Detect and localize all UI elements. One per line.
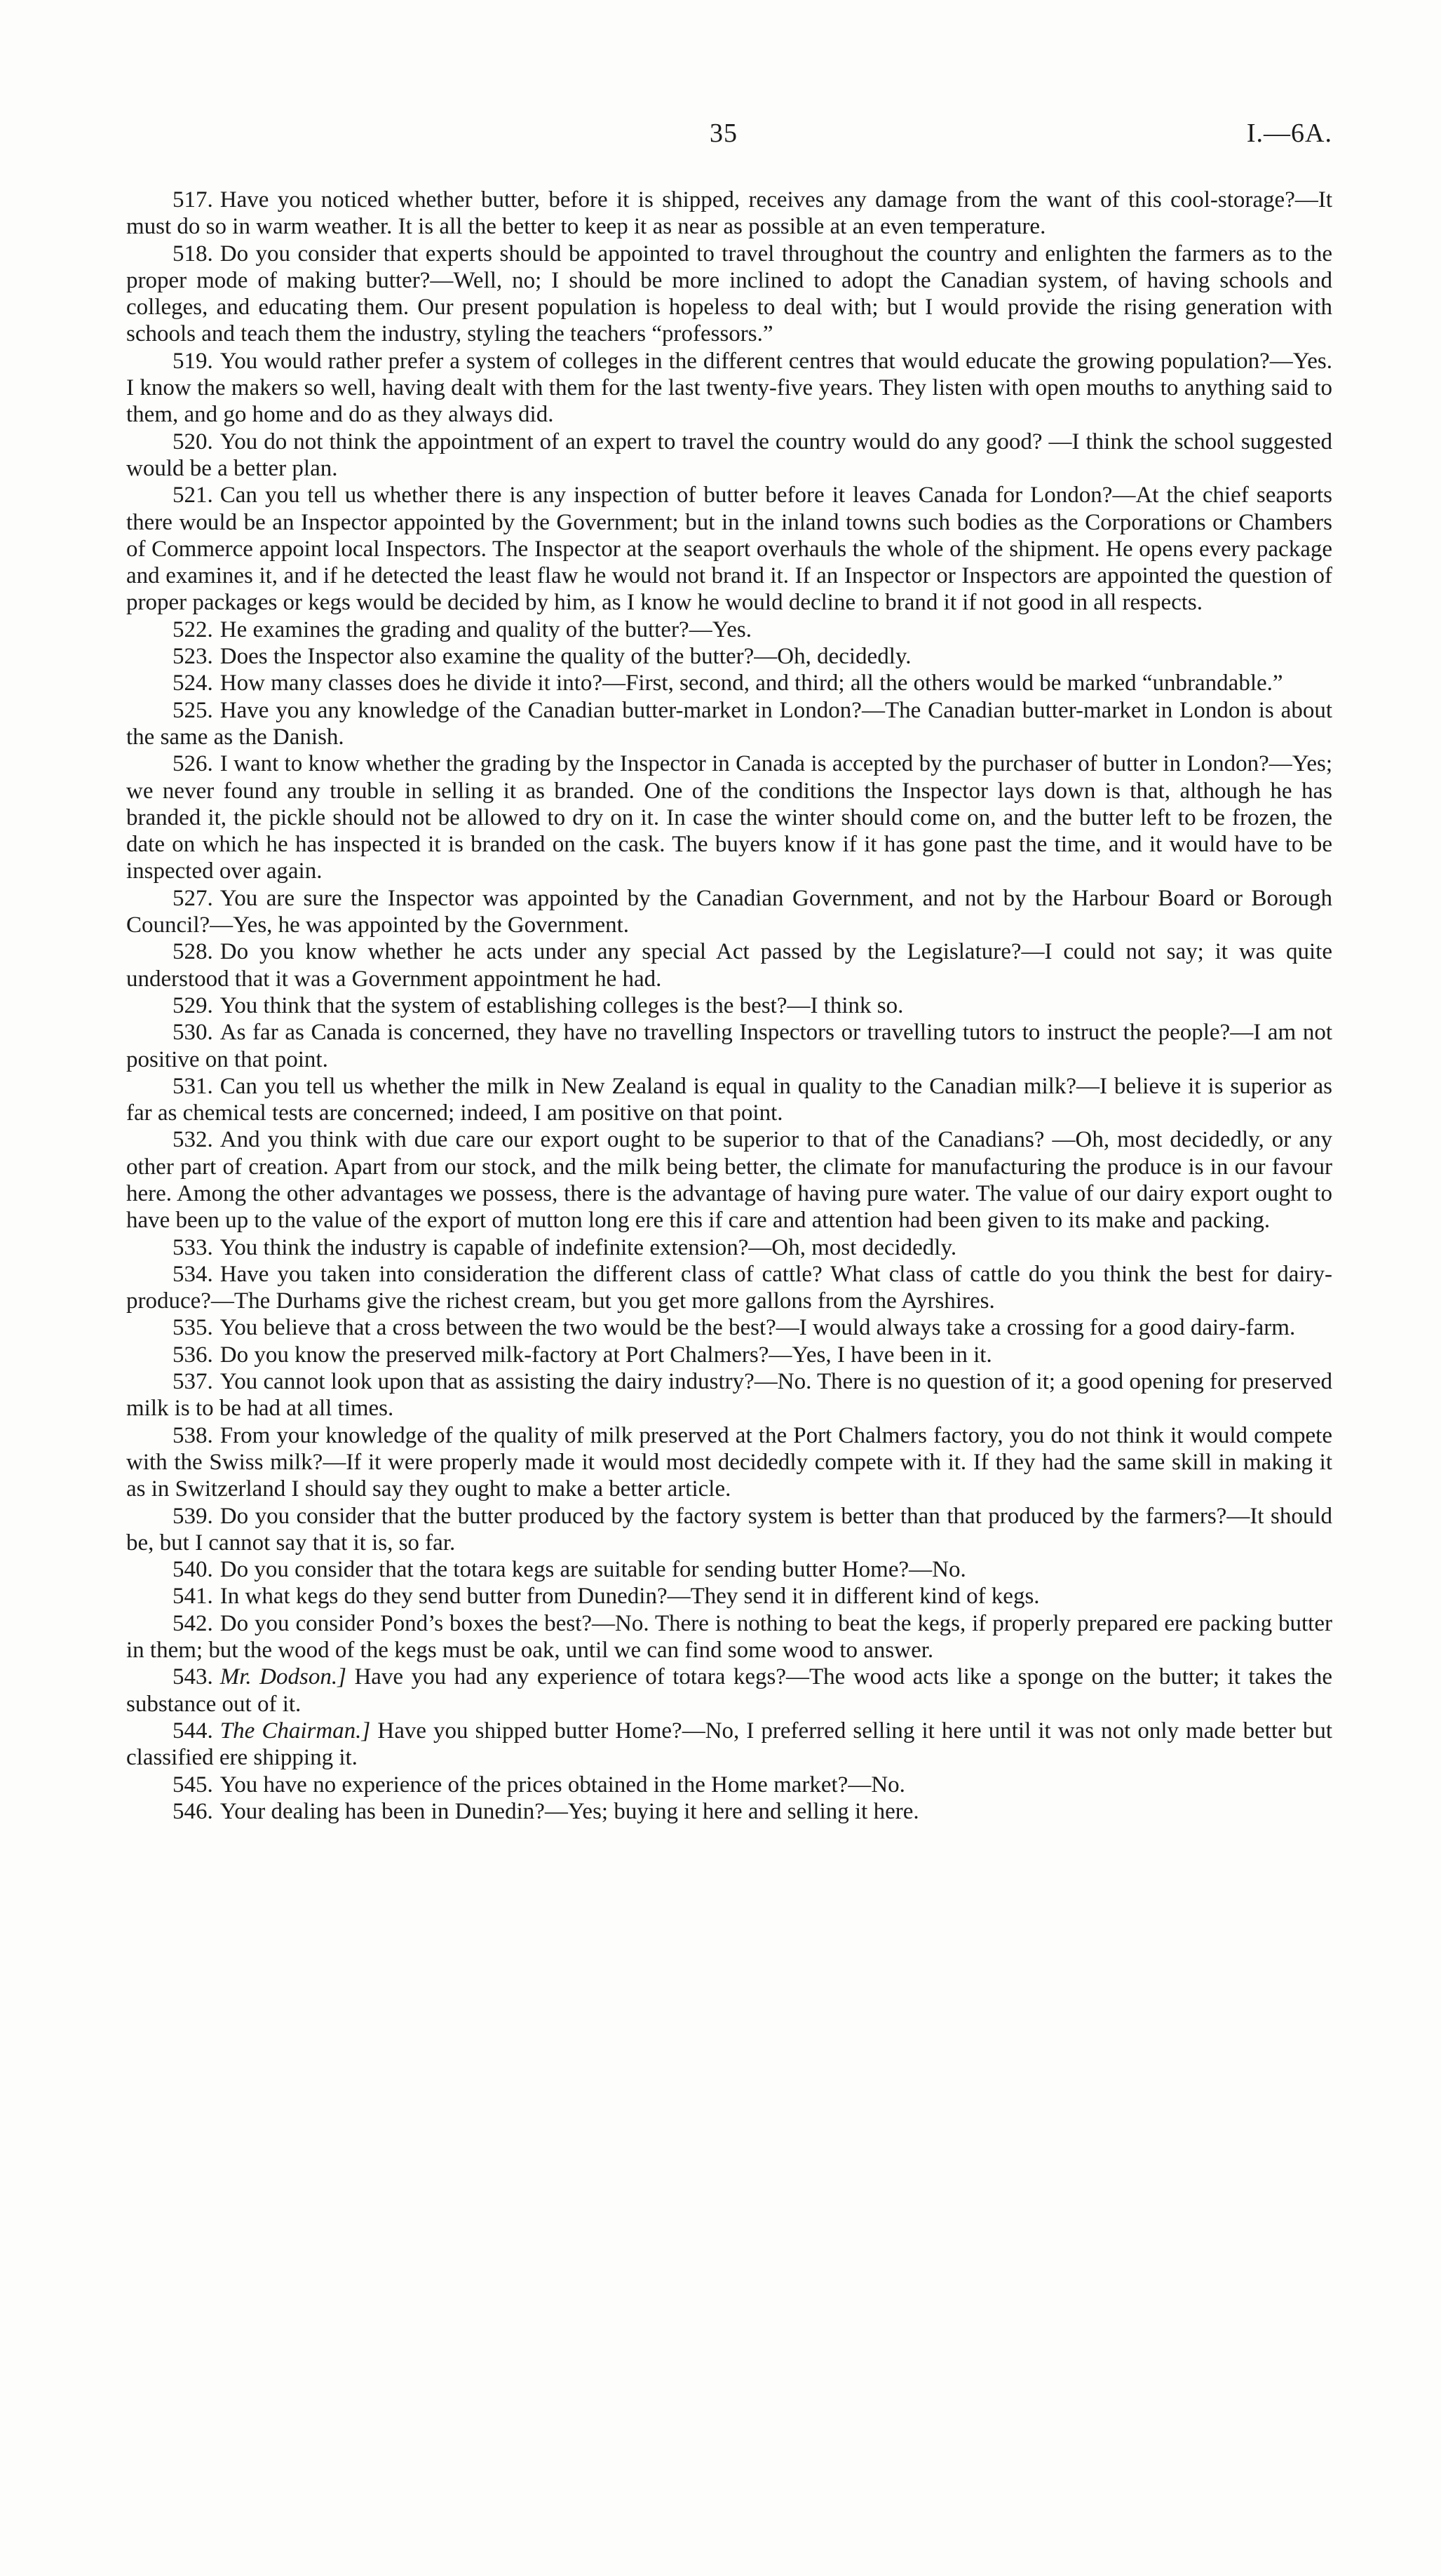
paragraph-541 xyxy=(126,1583,1332,1610)
question-number: 519. xyxy=(172,348,213,374)
paragraph-530 xyxy=(126,1019,1332,1073)
paragraph-text: As far as Canada is concerned, they have no travelling Inspectors or travelling tutors to instruct the people?—I am not positive on that point. xyxy=(126,1020,1332,1072)
question-number: 535. xyxy=(172,1315,213,1341)
question-number: 526. xyxy=(172,751,213,777)
paragraph-536 xyxy=(126,1342,1332,1368)
paragraph-525 xyxy=(126,697,1332,751)
paragraph-521 xyxy=(126,482,1332,616)
question-number: 527. xyxy=(172,885,213,911)
paragraph-540 xyxy=(126,1556,1332,1583)
paragraph-533 xyxy=(126,1234,1332,1261)
question-number: 545. xyxy=(172,1772,213,1798)
paragraph-539 xyxy=(126,1503,1332,1557)
paragraph-531 xyxy=(126,1073,1332,1127)
paragraph-text: Do you know the preserved milk-factory at Port Chalmers?—Yes, I have been in it. xyxy=(219,1342,992,1368)
paragraph-text: Have you noticed whether butter, before it is shipped, receives any damage from the want of this cool-storage?—It must do so in warm weather. It is all the better to keep it as near as possible at an even temperature. xyxy=(126,187,1332,240)
paragraph-text: You cannot look upon that as assisting the dairy industry?—No. There is no question of it; a good opening for preserved milk is to be had at all times. xyxy=(126,1369,1332,1422)
paragraph-text: Do you consider Pond’s boxes the best?—No. There is nothing to beat the kegs, if properly prepared ere packing butter in them; but the wood of the kegs must be oak, until we can find some wood to answer. xyxy=(126,1610,1332,1664)
question-number: 542. xyxy=(172,1610,213,1636)
paragraph-529 xyxy=(126,992,1332,1019)
paragraph-text: Have you shipped butter Home?—No, I preferred selling it here until it was not only made better but classified ere shipping it. xyxy=(126,1718,1333,1771)
question-number: 536. xyxy=(172,1342,213,1368)
paragraph-526 xyxy=(126,750,1332,884)
paragraph-534 xyxy=(126,1261,1332,1315)
paragraph-text: Your dealing has been in Dunedin?—Yes; buying it here and selling it here. xyxy=(219,1798,919,1824)
page-number: 35 xyxy=(710,119,738,148)
paragraph-text: You do not think the appointment of an expert to travel the country would do any good? —I think the school suggested would be a better plan. xyxy=(126,429,1332,481)
question-number: 530. xyxy=(172,1020,213,1046)
speaker-name: Mr. Dodson.] xyxy=(219,1664,346,1690)
page-header xyxy=(126,118,1332,160)
paragraph-518 xyxy=(126,241,1332,348)
question-number: 524. xyxy=(172,670,213,696)
question-number: 525. xyxy=(172,697,213,723)
paragraph-text: Have you any knowledge of the Canadian butter-market in London?—The Canadian butter-market in London is about the same as the Danish. xyxy=(126,697,1332,750)
paragraph-text: Does the Inspector also examine the quality of the butter?—Oh, decidedly. xyxy=(219,644,912,670)
paragraph-text: You are sure the Inspector was appointed by the Canadian Government, and not by the Harbour Board or Borough Council?—Yes, he was appointed by the Government. xyxy=(126,885,1332,938)
paragraph-543 xyxy=(126,1664,1332,1718)
question-number: 537. xyxy=(172,1369,213,1395)
question-number: 520. xyxy=(172,429,213,454)
paragraph-542 xyxy=(126,1610,1332,1664)
paragraph-text: You think the industry is capable of indefinite extension?—Oh, most decidedly. xyxy=(219,1234,957,1260)
paragraph-text: You believe that a cross between the two would be the best?—I would always take a crossing for a good dairy-farm. xyxy=(219,1315,1296,1341)
paragraph-520 xyxy=(126,429,1332,483)
paragraph-text: He examines the grading and quality of the butter?—Yes. xyxy=(219,616,752,642)
question-number: 528. xyxy=(172,939,213,965)
question-number: 544. xyxy=(172,1718,213,1744)
question-number: 541. xyxy=(172,1584,213,1610)
paragraph-527 xyxy=(126,885,1332,939)
paragraph-546 xyxy=(126,1798,1332,1825)
question-number: 532. xyxy=(172,1127,213,1153)
paragraph-text: Can you tell us whether there is any inspection of butter before it leaves Canada for London?—At the chief seaports there would be an Inspector appointed by the Government; but in the inland towns such bodies as the Corporations or Chambers of Commerce appoint local Inspectors. The Inspector at the seaport overhauls the whole of the shipment. He opens every package and examines it, and if he detected the least flaw he would not brand it. If an Inspector or Inspectors are appointed the question of proper packages or kegs would be decided by him, as I know he would decline to brand it if not good in all respects. xyxy=(126,483,1332,616)
question-number: 523. xyxy=(172,644,213,670)
paragraph-text: Do you consider that the totara kegs are suitable for sending butter Home?—No. xyxy=(219,1557,966,1583)
paragraph-538 xyxy=(126,1422,1332,1503)
paragraph-523 xyxy=(126,643,1332,670)
question-number: 538. xyxy=(172,1422,213,1448)
question-number: 522. xyxy=(172,616,213,642)
question-number: 539. xyxy=(172,1503,213,1529)
paragraph-535 xyxy=(126,1314,1332,1341)
paragraph-537 xyxy=(126,1368,1332,1422)
paragraph-text: How many classes does he divide it into?—First, second, and third; all the others would be marked “unbrandable.” xyxy=(219,670,1283,696)
paragraph-text: You would rather prefer a system of colleges in the different centres that would educate the growing population?—Yes. I know the makers so well, having dealt with them for the last twenty-five years. They listen with open mouths to anything said to them, and go home and do as they always did. xyxy=(126,348,1332,428)
paragraph-text: Have you had any experience of totara kegs?—The wood acts like a sponge on the butter; it takes the substance out of it. xyxy=(126,1664,1332,1717)
paragraph-text: Have you taken into consideration the different class of cattle? What class of cattle do you think the best for dairy-produce?—The Durhams give the richest cream, but you get more gallons from the Ayrshires. xyxy=(126,1261,1332,1314)
paragraph-text: From your knowledge of the quality of milk preserved at the Port Chalmers factory, you do not think it would compete with the Swiss milk?—If it were properly made it would most decidedly compete with it. If they had the same skill in making it as in Switzerland I should say they ought to make a better article. xyxy=(126,1422,1332,1502)
paragraph-text: Do you consider that the butter produced by the factory system is better than that produced by the farmers?—It should be, but I cannot say that it is, so far. xyxy=(126,1503,1332,1556)
paragraph-text: You have no experience of the prices obtained in the Home market?—No. xyxy=(219,1772,905,1798)
paragraph-517 xyxy=(126,187,1332,241)
paragraph-532 xyxy=(126,1126,1332,1234)
question-number: 521. xyxy=(172,483,213,508)
paragraph-519 xyxy=(126,348,1332,429)
question-number: 529. xyxy=(172,992,213,1018)
question-number: 546. xyxy=(172,1798,213,1824)
question-number: 518. xyxy=(172,241,213,267)
paragraph-text: You think that the system of establishing colleges is the best?—I think so. xyxy=(219,992,904,1018)
paragraph-text: Can you tell us whether the milk in New Zealand is equal in quality to the Canadian milk?—I believe it is superior as far as chemical tests are concerned; indeed, I am positive on that point. xyxy=(126,1073,1332,1126)
paragraph-524 xyxy=(126,670,1332,696)
question-number: 543. xyxy=(172,1664,213,1690)
paragraph-text: I want to know whether the grading by the Inspector in Canada is accepted by the purchaser of butter in London?—Yes; we never found any trouble in selling it as branded. One of the conditions the Inspector lays down is that, although he has branded it, the pickle should not be allowed to dry on it. In case the winter should come on, and the butter left to be frozen, the date on which he has inspected it is branded on the cask. The buyers know if it has gone past the time, and it would have to be inspected over again. xyxy=(126,751,1332,884)
page-reference: I.—6A. xyxy=(1246,119,1332,148)
question-number: 533. xyxy=(172,1234,213,1260)
paragraph-544 xyxy=(126,1718,1332,1772)
question-number: 540. xyxy=(172,1557,213,1583)
question-number: 534. xyxy=(172,1261,213,1287)
speaker-name: The Chairman.] xyxy=(219,1718,371,1744)
paragraph-545 xyxy=(126,1772,1332,1798)
paragraph-text: Do you know whether he acts under any special Act passed by the Legislature?—I could not say; it was quite understood that it was a Government appointment he had. xyxy=(126,939,1332,992)
paragraph-522 xyxy=(126,616,1332,643)
paragraph-text: In what kegs do they send butter from Dunedin?—They send it in different kind of kegs. xyxy=(219,1584,1040,1610)
evidence-text xyxy=(126,187,1332,1825)
paragraph-528 xyxy=(126,938,1332,992)
paragraph-text: And you think with due care our export ought to be superior to that of the Canadians? —Oh, most decidedly, or any other part of creation. Apart from our stock, and the milk being better, the climate for manufacturing the produce is in our favour here. Among the other advantages we possess, there is the advantage of having pure water. The value of our dairy export ought to have been up to the value of the export of mutton long ere this if care and attention had been given to its make and packing. xyxy=(126,1127,1332,1234)
question-number: 531. xyxy=(172,1073,213,1099)
question-number: 517. xyxy=(172,187,213,213)
paragraph-text: Do you consider that experts should be appointed to travel throughout the country and enlighten the farmers as to the proper mode of making butter?—Well, no; I should be more inclined to adopt the Canadian system, of having schools and colleges, and educating them. Our present population is hopeless to deal with; but I would provide the rising generation with schools and teach them the industry, styling the teachers “professors.” xyxy=(126,241,1332,347)
